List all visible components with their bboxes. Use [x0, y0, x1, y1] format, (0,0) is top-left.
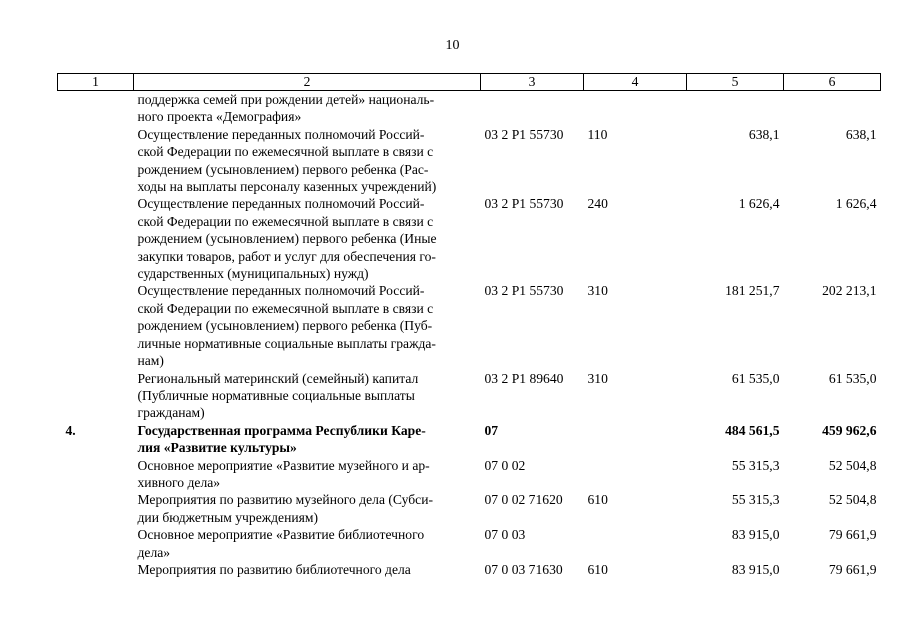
- row-expense-type-cell: [584, 526, 687, 561]
- row-amount-col6-cell: 79 661,9: [828, 561, 877, 577]
- table-row: [58, 126, 881, 196]
- row-name-cell: [134, 282, 481, 369]
- name-line: сударственных (муниципальных) нужд): [137, 266, 369, 282]
- row-amount-col6-cell: 638,1: [845, 126, 877, 142]
- row-amount-col5-cell: 55 315,3: [731, 492, 780, 508]
- name-line: (Публичные нормативные социальные выплаты: [137, 387, 415, 403]
- row-expense-type-cell: 310: [587, 370, 608, 386]
- row-code-cell: 07: [484, 422, 499, 438]
- row-name-cell: [134, 561, 481, 578]
- row-name-cell: [134, 457, 481, 492]
- name-line: поддержка семей при рождении детей» националь-: [137, 92, 435, 107]
- row-code-cell: 07 0 03 71630: [484, 561, 563, 577]
- name-line: Государственная программа Республики Каре-: [137, 422, 426, 438]
- row-amount-col5-cell: 83 915,0: [731, 527, 780, 543]
- row-code-cell: 03 2 P1 55730: [484, 126, 564, 142]
- column-header-4: 4: [584, 74, 687, 91]
- table-row: [58, 491, 881, 526]
- row-number-cell: [58, 195, 134, 282]
- table-row: [58, 422, 881, 457]
- row-amount-col6-cell: 52 504,8: [828, 492, 877, 508]
- table-row: [58, 195, 881, 282]
- row-amount-col6-cell: 459 962,6: [822, 422, 877, 438]
- row-code-cell: 03 2 P1 89640: [484, 370, 564, 386]
- column-header-5: 5: [687, 74, 784, 91]
- table-row: [58, 282, 881, 369]
- name-line: рождением (усыновлением) первого ребенка (Иные: [137, 231, 437, 247]
- row-number-cell: [58, 526, 134, 561]
- row-expense-type-cell: 610: [587, 561, 608, 577]
- column-header-1: 1: [58, 74, 134, 91]
- table-row: [58, 91, 881, 126]
- row-amount-col5-cell: [687, 91, 784, 126]
- row-number-cell: [58, 126, 134, 196]
- row-code-cell: 03 2 P1 55730: [484, 283, 564, 299]
- row-number-cell: [58, 491, 134, 526]
- row-name-cell: [134, 526, 481, 561]
- row-amount-col6-cell: 202 213,1: [822, 283, 877, 299]
- name-line: Региональный материнский (семейный) капитал: [137, 370, 419, 386]
- table-row: [58, 526, 881, 561]
- row-number-cell: [58, 282, 134, 369]
- page-number: 10: [445, 38, 460, 53]
- row-name-cell: [134, 491, 481, 526]
- row-name-cell: [134, 91, 481, 126]
- column-header-2: 2: [134, 74, 481, 91]
- name-line: Основное мероприятие «Развитие музейного и ар-: [137, 457, 430, 473]
- row-amount-col5-cell: 55 315,3: [731, 457, 780, 473]
- row-number-cell: 4.: [65, 422, 76, 438]
- row-amount-col5-cell: 638,1: [748, 126, 780, 142]
- name-line: гражданам): [137, 405, 205, 421]
- name-line: нам): [137, 353, 164, 369]
- row-name-cell: [134, 126, 481, 196]
- name-line: личные нормативные социальные выплаты гражда-: [137, 335, 436, 351]
- row-code-cell: 07 0 02: [484, 457, 526, 473]
- row-amount-col5-cell: 61 535,0: [731, 370, 780, 386]
- row-expense-type-cell: [584, 91, 687, 126]
- row-name-cell: [134, 195, 481, 282]
- row-expense-type-cell: [584, 422, 687, 457]
- budget-table: [57, 73, 881, 578]
- name-line: Основное мероприятие «Развитие библиотечного: [137, 527, 425, 543]
- table-row: [58, 561, 881, 578]
- row-expense-type-cell: 240: [587, 196, 608, 212]
- row-expense-type-cell: [584, 457, 687, 492]
- row-code-cell: 07 0 02 71620: [484, 492, 563, 508]
- name-line: Осуществление переданных полномочий Россий-: [137, 126, 425, 142]
- row-name-cell: [134, 370, 481, 422]
- name-line: ходы на выплаты персоналу казенных учреждений): [137, 179, 437, 195]
- row-expense-type-cell: 610: [587, 492, 608, 508]
- table-row: [58, 370, 881, 422]
- name-line: закупки товаров, работ и услуг для обеспечения го-: [137, 248, 436, 264]
- table-row: [58, 457, 881, 492]
- row-name-cell: [134, 422, 481, 457]
- row-amount-col5-cell: 83 915,0: [731, 561, 780, 577]
- name-line: Мероприятия по развитию музейного дела (Субси-: [137, 492, 434, 508]
- row-amount-col5-cell: 181 251,7: [725, 283, 780, 299]
- row-expense-type-cell: 110: [587, 126, 608, 142]
- row-code-cell: 07 0 03: [484, 527, 526, 543]
- name-line: лия «Развитие культуры»: [137, 440, 297, 456]
- name-line: ской Федерации по ежемесячной выплате в связи с: [137, 213, 434, 229]
- row-amount-col6-cell: [784, 91, 881, 126]
- name-line: рождением (усыновлением) первого ребенка (Пуб-: [137, 318, 433, 334]
- row-number-cell: [58, 370, 134, 422]
- name-line: ской Федерации по ежемесячной выплате в связи с: [137, 144, 434, 160]
- name-line: рождением (усыновлением) первого ребенка (Рас-: [137, 161, 429, 177]
- column-header-6: 6: [784, 74, 881, 91]
- row-code-cell: [481, 91, 584, 126]
- row-code-cell: 03 2 P1 55730: [484, 196, 564, 212]
- row-amount-col5-cell: 1 626,4: [738, 196, 780, 212]
- row-amount-col6-cell: 52 504,8: [828, 457, 877, 473]
- row-number-cell: [58, 457, 134, 492]
- column-header-3: 3: [481, 74, 584, 91]
- row-amount-col5-cell: 484 561,5: [725, 422, 780, 438]
- name-line: ного проекта «Демография»: [137, 109, 302, 125]
- name-line: дии бюджетным учреждениям): [137, 509, 318, 525]
- name-line: Мероприятия по развитию библиотечного дела: [137, 561, 411, 577]
- table-header-row: [58, 74, 881, 91]
- name-line: Осуществление переданных полномочий Россий-: [137, 283, 425, 299]
- row-number-cell: [58, 91, 134, 126]
- row-amount-col6-cell: 1 626,4: [835, 196, 877, 212]
- name-line: хивного дела»: [137, 474, 221, 490]
- row-amount-col6-cell: 61 535,0: [828, 370, 877, 386]
- name-line: Осуществление переданных полномочий Россий-: [137, 196, 425, 212]
- row-amount-col6-cell: 79 661,9: [828, 527, 877, 543]
- name-line: дела»: [137, 544, 171, 560]
- row-number-cell: [58, 561, 134, 578]
- row-expense-type-cell: 310: [587, 283, 608, 299]
- name-line: ской Федерации по ежемесячной выплате в связи с: [137, 300, 434, 316]
